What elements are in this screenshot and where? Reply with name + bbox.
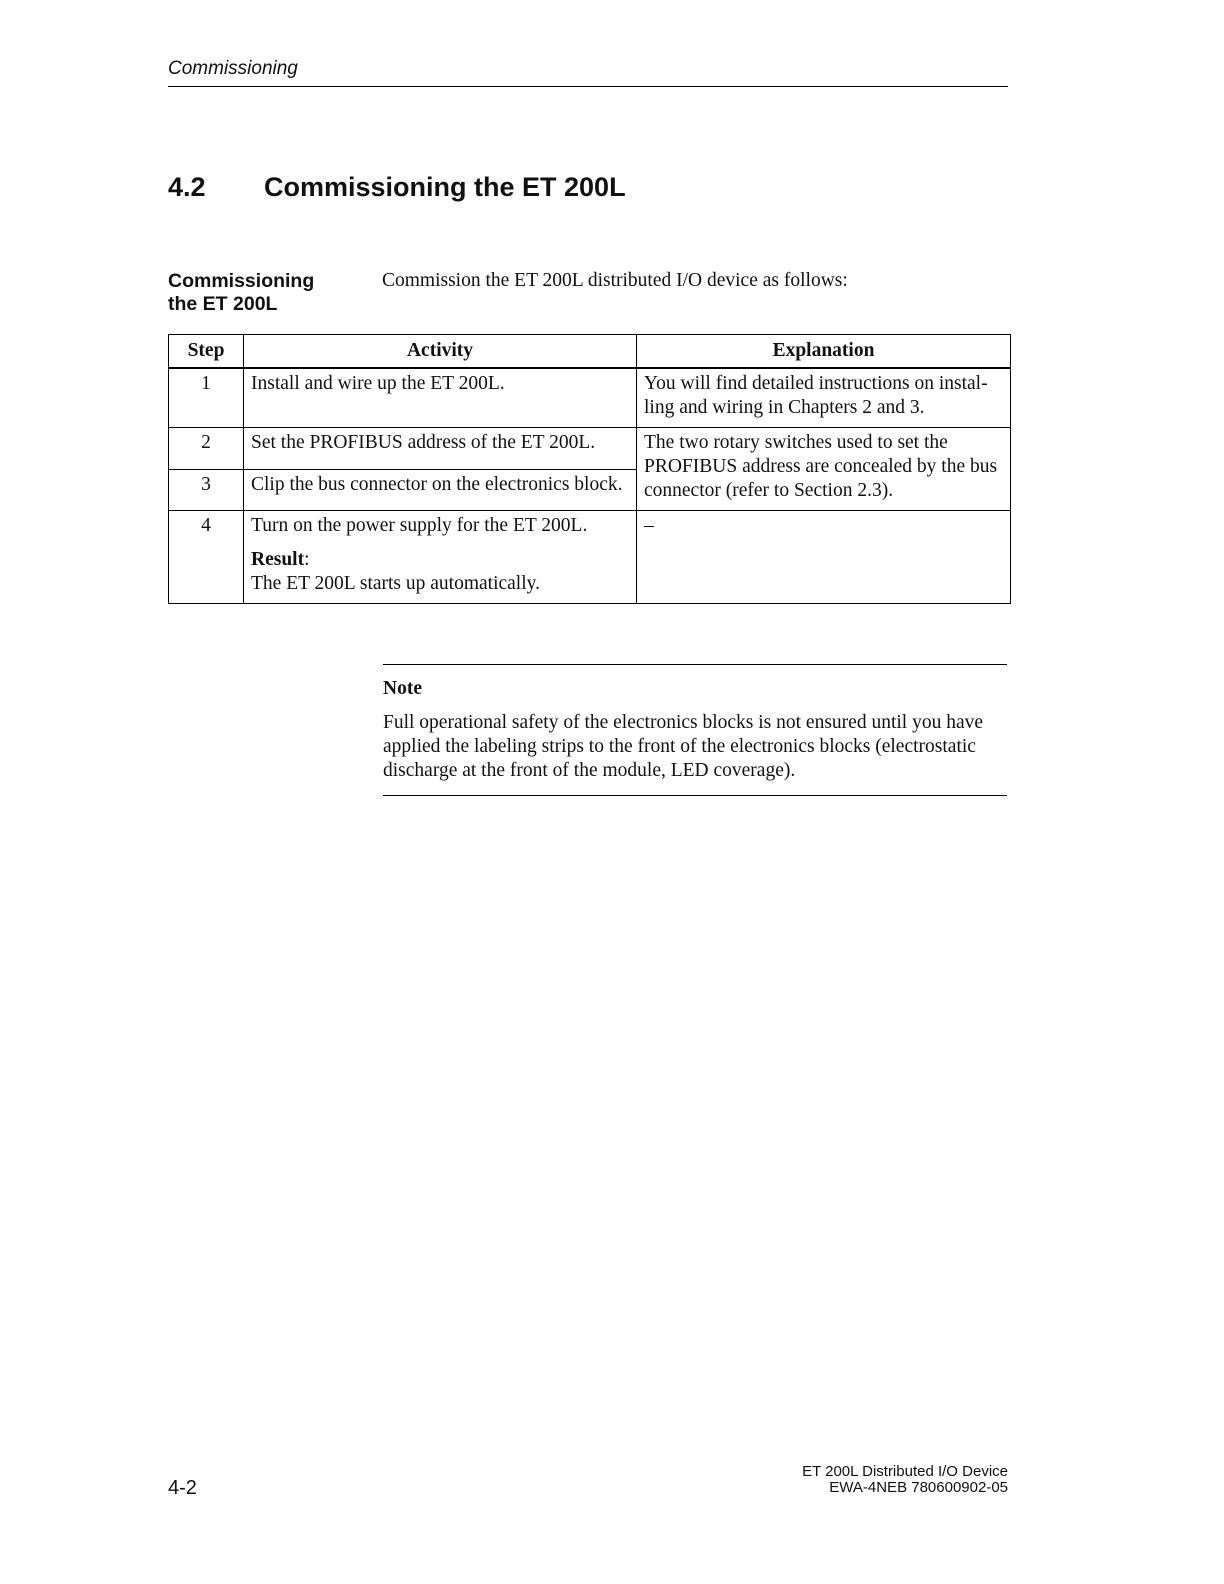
step-activity: Turn on the power supply for the ET 200L. <box>251 515 588 536</box>
column-header-step: Step <box>169 335 244 369</box>
side-heading-line2: the ET 200L <box>168 293 278 315</box>
intro-text: Commission the ET 200L distributed I/O device as follows: <box>382 270 848 291</box>
page-number: 4-2 <box>168 1477 197 1499</box>
section-heading <box>168 172 626 203</box>
step-number: 1 <box>169 368 244 428</box>
step-activity: Clip the bus connector on the electronics block. <box>244 469 637 511</box>
section-number: 4.2 <box>168 172 206 202</box>
step-activity: Install and wire up the ET 200L. <box>244 368 637 428</box>
commissioning-steps-table <box>168 334 1011 604</box>
result-text: The ET 200L starts up automatically. <box>251 573 540 594</box>
step-activity-cell <box>244 511 637 604</box>
step-explanation: – <box>637 511 1011 604</box>
result-colon: : <box>304 549 310 570</box>
footer-doc-info <box>802 1464 1008 1496</box>
step-explanation: The two rotary switches used to set the PROFIBUS address are concealed by the bus connector (refer to Section 2.3). <box>637 428 1011 511</box>
note-text: Full operational safety of the electronics blocks is not ensured until you have applied the labeling strips to the front of the electronics blocks (electrostatic discharge at the front of the module, LED coverage). <box>383 712 984 781</box>
step-number: 2 <box>169 428 244 470</box>
step-number: 4 <box>169 511 244 604</box>
table-row <box>169 368 1011 428</box>
table-header-row <box>169 335 1011 369</box>
footer-doc-title: ET 200L Distributed I/O Device <box>802 1463 1008 1480</box>
result-label-line <box>251 548 629 572</box>
table-row <box>169 511 1011 604</box>
side-heading <box>168 270 368 316</box>
step-number: 3 <box>169 469 244 511</box>
result-label: Result <box>251 549 305 570</box>
footer-doc-code: EWA-4NEB 780600902-05 <box>829 1479 1008 1496</box>
running-header-title: Commissioning <box>168 58 298 79</box>
step-explanation: You will find detailed instructions on instal-ling and wiring in Chapters 2 and 3. <box>637 368 1011 428</box>
table-row <box>169 428 1011 470</box>
note-title: Note <box>383 678 422 699</box>
running-header <box>168 58 1008 87</box>
column-header-activity: Activity <box>244 335 637 369</box>
column-header-explanation: Explanation <box>637 335 1011 369</box>
note-box <box>383 664 1007 796</box>
section-title: Commissioning the ET 200L <box>264 172 626 202</box>
step-activity: Set the PROFIBUS address of the ET 200L. <box>244 428 637 470</box>
side-heading-line1: Commissioning <box>168 270 315 292</box>
